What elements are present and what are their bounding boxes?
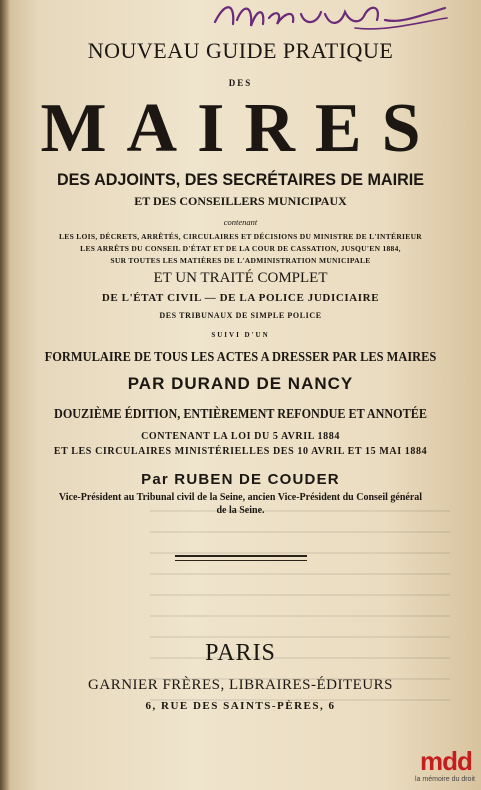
tribunaux-line: DES TRIBUNAUX DE SIMPLE POLICE — [159, 311, 322, 320]
etat-civil-line: DE L'ÉTAT CIVIL — DE LA POLICE JUDICIAIRE — [101, 292, 380, 304]
subtitle-conseillers: ET DES CONSEILLERS MUNICIPAUX — [134, 194, 347, 208]
mdd-logo: mdd — [420, 746, 472, 776]
circulaires-line: ET LES CIRCULAIRES MINISTÉRIELLES DES 10 AVRIL ET 15 MAI 1884 — [53, 446, 428, 457]
title-des: DES — [228, 78, 253, 88]
main-title: MAIRES — [40, 90, 441, 167]
author-ruben-title-1: Vice-Président au Tribunal civil de la Seine, ancien Vice-Président du Conseil général — [58, 492, 423, 503]
imprint-address: 6, RUE DES SAINTS-PÈRES, 6 — [145, 700, 336, 712]
divider-rule — [175, 555, 307, 561]
author-ruben-title-2: de la Seine. — [216, 505, 265, 516]
title-guide: NOUVEAU GUIDE PRATIQUE — [87, 38, 394, 63]
author-ruben: Par RUBEN DE COUDER — [141, 471, 340, 488]
content-line-2: LES ARRÊTS DU CONSEIL D'ÉTAT ET DE LA COUR DE CASSATION, JUSQU'EN 1884, — [80, 244, 401, 253]
imprint-publisher: GARNIER FRÈRES, LIBRAIRES-ÉDITEURS — [88, 677, 393, 693]
content-line-1: LES LOIS, DÉCRETS, ARRÊTÉS, CIRCULAIRES ET DÉCISIONS DU MINISTRE DE L'INTÉRIEUR — [58, 232, 423, 241]
mdd-watermark — [415, 745, 477, 789]
edition-line: DOUZIÈME ÉDITION, ENTIÈREMENT REFONDUE ET ANNOTÉE — [54, 406, 427, 421]
mdd-caption: la mémoire du droit — [415, 776, 475, 783]
suivi-label: SUIVI D'UN — [211, 331, 270, 339]
loi-line: CONTENANT LA LOI DU 5 AVRIL 1884 — [141, 431, 340, 442]
author-durand: PAR DURAND DE NANCY — [127, 374, 354, 393]
imprint-city: PARIS — [205, 640, 276, 666]
formulaire-line: FORMULAIRE DE TOUS LES ACTES A DRESSER PAR LES MAIRES — [44, 349, 437, 364]
contenant-label: contenant — [223, 217, 258, 227]
content-line-3: SUR TOUTES LES MATIÈRES DE L'ADMINISTRATION MUNICIPALE — [110, 256, 371, 265]
subtitle-adjoints: DES ADJOINTS, DES SECRÉTAIRES DE MAIRIE — [56, 170, 425, 189]
traite-heading: ET UN TRAITÉ COMPLET — [153, 270, 328, 286]
